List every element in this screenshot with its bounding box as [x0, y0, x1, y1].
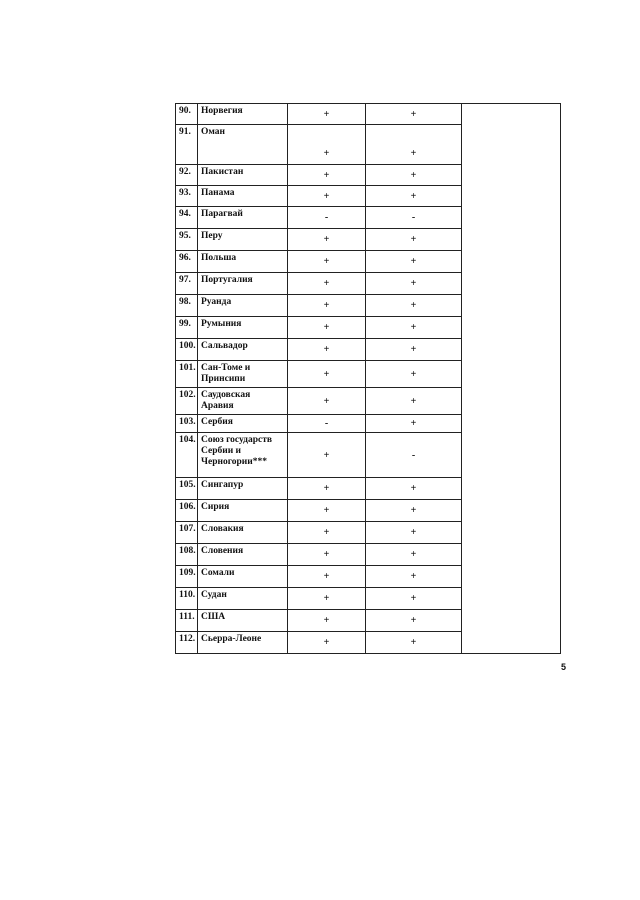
row-number: 101.: [176, 361, 198, 388]
country-name: США: [198, 610, 288, 632]
mark-col1: +: [288, 186, 366, 207]
row-number: 106.: [176, 500, 198, 522]
mark-col2: +: [366, 500, 462, 522]
page-number: 5: [561, 662, 567, 672]
mark-col1: +: [288, 125, 366, 165]
row-number: 97.: [176, 273, 198, 295]
country-name: Руанда: [198, 295, 288, 317]
mark-col2: -: [366, 207, 462, 229]
mark-col1: +: [288, 632, 366, 654]
row-number: 110.: [176, 588, 198, 610]
mark-col1: +: [288, 295, 366, 317]
mark-col2: +: [366, 522, 462, 544]
country-name: Пакистан: [198, 165, 288, 186]
row-number: 107.: [176, 522, 198, 544]
mark-col1: +: [288, 317, 366, 339]
mark-col1: +: [288, 544, 366, 566]
row-number: 103.: [176, 415, 198, 433]
mark-col2: +: [366, 125, 462, 165]
mark-col1: +: [288, 388, 366, 415]
country-name: Сан-Томе и Принсипи: [198, 361, 288, 388]
row-number: 108.: [176, 544, 198, 566]
table-body: [176, 104, 561, 654]
empty-column: [462, 104, 561, 654]
mark-col2: +: [366, 295, 462, 317]
country-name: Португалия: [198, 273, 288, 295]
row-number: 112.: [176, 632, 198, 654]
country-name: Оман: [198, 125, 288, 165]
row-number: 104.: [176, 433, 198, 478]
mark-col2: +: [366, 478, 462, 500]
mark-col2: +: [366, 251, 462, 273]
mark-col2: +: [366, 361, 462, 388]
mark-col2: +: [366, 104, 462, 125]
country-name: Сальвадор: [198, 339, 288, 361]
mark-col2: +: [366, 415, 462, 433]
country-name: Словакия: [198, 522, 288, 544]
mark-col1: +: [288, 165, 366, 186]
row-number: 94.: [176, 207, 198, 229]
country-name: Норвегия: [198, 104, 288, 125]
row-number: 105.: [176, 478, 198, 500]
country-name: Сербия: [198, 415, 288, 433]
row-number: 95.: [176, 229, 198, 251]
row-number: 93.: [176, 186, 198, 207]
mark-col1: +: [288, 229, 366, 251]
mark-col1: +: [288, 339, 366, 361]
mark-col1: +: [288, 361, 366, 388]
mark-col2: +: [366, 632, 462, 654]
country-name: Судан: [198, 588, 288, 610]
mark-col1: +: [288, 104, 366, 125]
mark-col2: +: [366, 544, 462, 566]
country-name: Сингапур: [198, 478, 288, 500]
row-number: 92.: [176, 165, 198, 186]
row-number: 96.: [176, 251, 198, 273]
mark-col1: +: [288, 522, 366, 544]
country-name: Саудовская Аравия: [198, 388, 288, 415]
row-number: 90.: [176, 104, 198, 125]
country-name: Союз государств Сербии и Черногории***: [198, 433, 288, 478]
row-number: 111.: [176, 610, 198, 632]
mark-col1: -: [288, 415, 366, 433]
mark-col1: +: [288, 251, 366, 273]
mark-col2: +: [366, 588, 462, 610]
country-name: Панама: [198, 186, 288, 207]
mark-col2: +: [366, 186, 462, 207]
country-name: Сьерра-Леоне: [198, 632, 288, 654]
mark-col1: +: [288, 273, 366, 295]
mark-col1: -: [288, 207, 366, 229]
row-number: 99.: [176, 317, 198, 339]
mark-col2: +: [366, 566, 462, 588]
country-name: Парагвай: [198, 207, 288, 229]
mark-col1: +: [288, 433, 366, 478]
mark-col2: +: [366, 229, 462, 251]
mark-col1: +: [288, 500, 366, 522]
country-name: Сомали: [198, 566, 288, 588]
country-name: Словения: [198, 544, 288, 566]
mark-col1: +: [288, 610, 366, 632]
mark-col2: +: [366, 610, 462, 632]
mark-col2: +: [366, 317, 462, 339]
row-number: 102.: [176, 388, 198, 415]
row-number: 98.: [176, 295, 198, 317]
mark-col1: +: [288, 566, 366, 588]
row-number: 91.: [176, 125, 198, 165]
table-row: [176, 104, 561, 125]
mark-col2: +: [366, 273, 462, 295]
country-name: Польша: [198, 251, 288, 273]
countries-table: [175, 103, 561, 654]
country-name: Румыния: [198, 317, 288, 339]
mark-col1: +: [288, 478, 366, 500]
mark-col2: +: [366, 165, 462, 186]
country-name: Перу: [198, 229, 288, 251]
row-number: 100.: [176, 339, 198, 361]
country-name: Сирия: [198, 500, 288, 522]
row-number: 109.: [176, 566, 198, 588]
mark-col2: +: [366, 388, 462, 415]
mark-col1: +: [288, 588, 366, 610]
mark-col2: -: [366, 433, 462, 478]
mark-col2: +: [366, 339, 462, 361]
